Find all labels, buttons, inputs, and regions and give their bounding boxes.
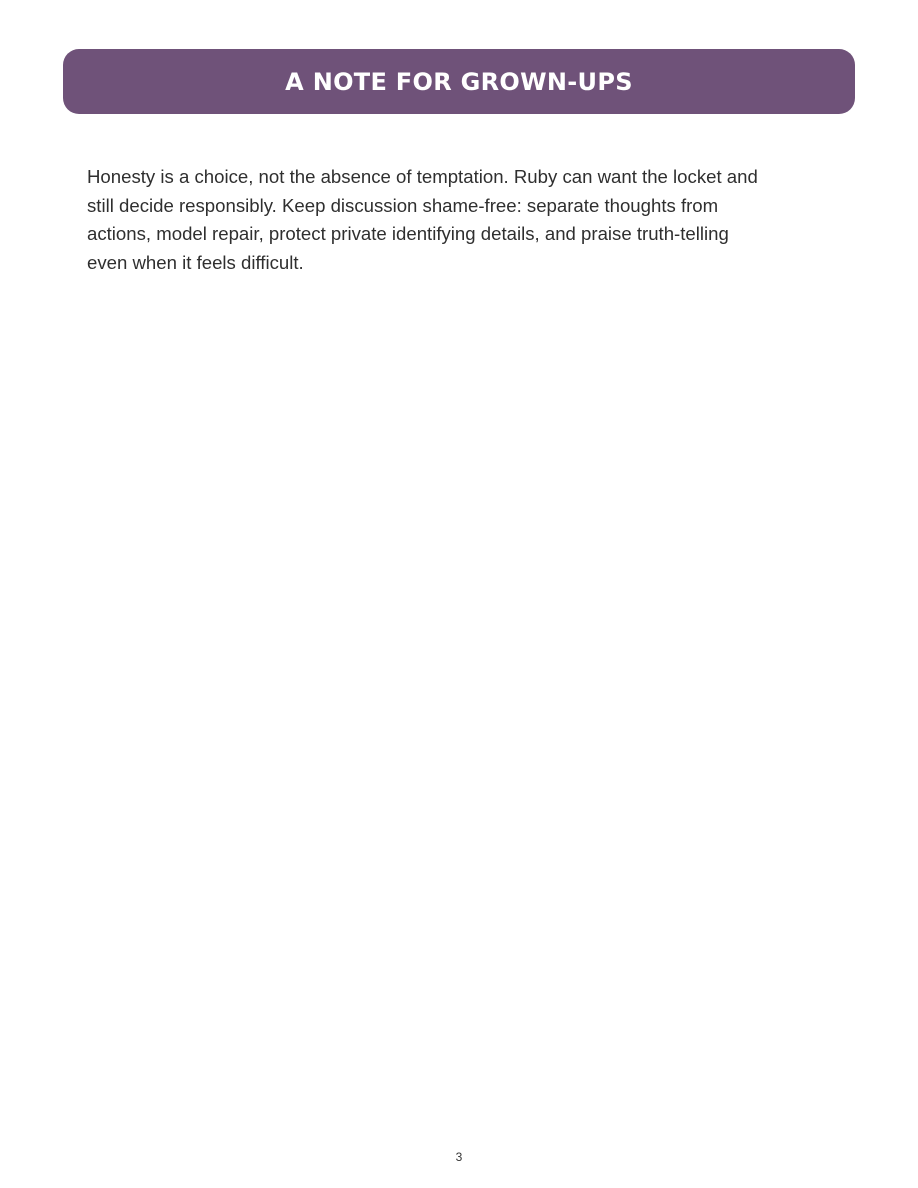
section-title: A NOTE FOR GROWN-UPS — [285, 67, 633, 96]
section-header-banner — [63, 49, 855, 114]
page-number: 3 — [455, 1150, 463, 1164]
grown-ups-note-paragraph: Honesty is a choice, not the absence of temptation. Ruby can want the locket and still decide responsibly. Keep discussion shame-free: separate thoughts from actions, model repair, protect private identifying details, and praise truth-telling even when it feels difficult. — [87, 166, 758, 274]
